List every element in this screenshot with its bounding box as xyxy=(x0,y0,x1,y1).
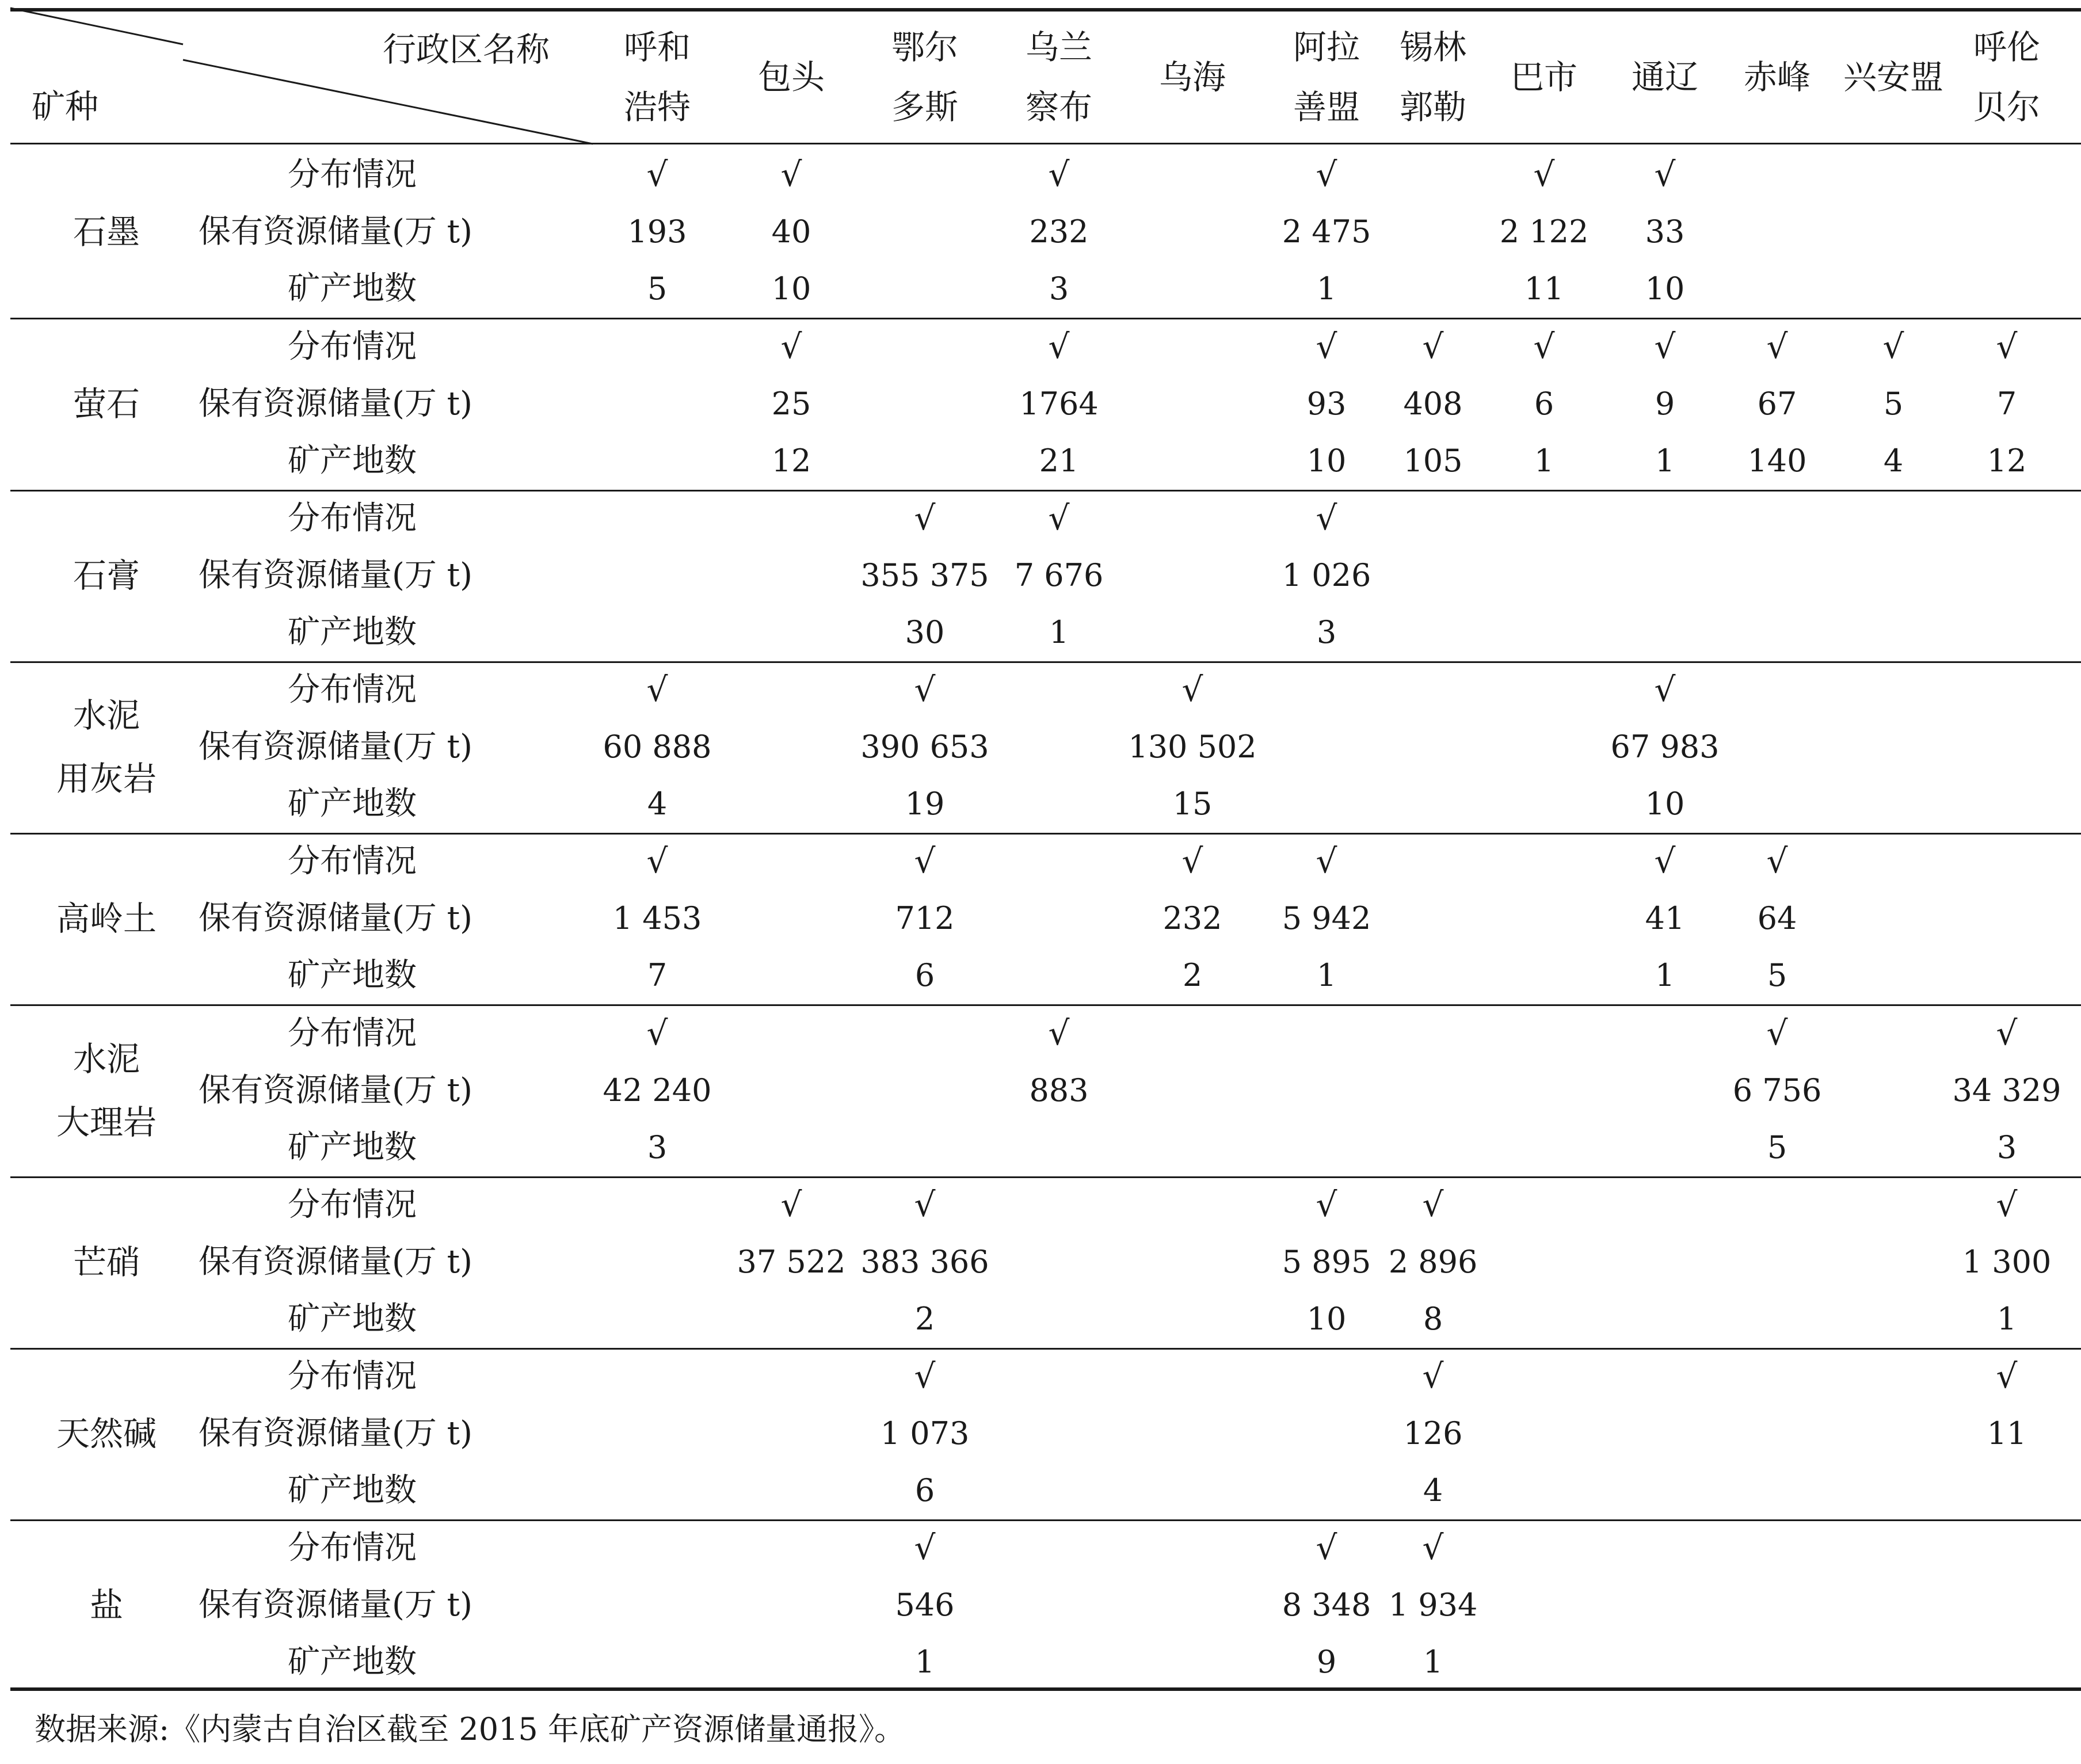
table-cell: 1 xyxy=(1316,957,1337,993)
mineral-name: 水泥 大理岩 xyxy=(56,1039,157,1142)
table-cell: 5 942 xyxy=(1282,900,1371,936)
distribution-check-mark: √ xyxy=(1181,841,1203,881)
distribution-check-mark: √ xyxy=(1996,1014,2018,1053)
distribution-check-mark: √ xyxy=(1996,1357,2018,1396)
distribution-check-mark: √ xyxy=(646,670,668,709)
row-label: 保有资源储量(万 t) xyxy=(199,1243,472,1281)
table-cell: 19 xyxy=(905,786,945,822)
table-cell: 10 xyxy=(1306,1301,1347,1337)
distribution-check-mark: √ xyxy=(914,1357,936,1396)
table-cell: 2 122 xyxy=(1499,214,1589,250)
table-cell: 1 453 xyxy=(612,900,702,936)
row-label: 分布情况 xyxy=(288,328,417,365)
table-row xyxy=(0,1576,2081,1633)
table-row xyxy=(0,1119,2081,1176)
table-cell: 34 329 xyxy=(1952,1072,2061,1108)
distribution-check-mark: √ xyxy=(1766,841,1788,881)
row-label: 分布情况 xyxy=(288,156,417,193)
row-label: 矿产地数 xyxy=(288,957,417,994)
distribution-check-mark: √ xyxy=(1766,1014,1788,1053)
table-row xyxy=(0,203,2081,260)
table-cell: 390 653 xyxy=(860,729,989,765)
distribution-check-mark: √ xyxy=(780,327,802,366)
table-cell: 30 xyxy=(905,614,945,650)
table-cell: 21 xyxy=(1039,443,1079,479)
distribution-check-mark: √ xyxy=(1316,327,1337,366)
distribution-check-mark: √ xyxy=(1048,155,1070,194)
table-cell: 355 375 xyxy=(860,557,989,593)
column-header: 通辽 xyxy=(1631,58,1698,97)
table-row xyxy=(0,1405,2081,1462)
column-header: 兴安盟 xyxy=(1843,58,1943,97)
table-row xyxy=(0,1062,2081,1119)
distribution-check-mark: √ xyxy=(1422,1528,1444,1567)
row-label: 分布情况 xyxy=(288,1186,417,1224)
table-cell: 3 xyxy=(1316,614,1337,650)
table-cell: 25 xyxy=(771,386,811,422)
source-note: 数据来源:《内蒙古自治区截至 2015 年底矿产资源储量通报》。 xyxy=(35,1711,905,1747)
row-label: 保有资源储量(万 t) xyxy=(199,728,472,765)
table-row xyxy=(0,947,2081,1004)
row-label: 矿产地数 xyxy=(288,614,417,651)
mineral-group xyxy=(0,1519,2081,1691)
table-cell: 6 xyxy=(914,957,935,993)
table-row xyxy=(0,661,2081,718)
table-cell: 1 073 xyxy=(880,1415,970,1451)
table-cell: 8 348 xyxy=(1282,1587,1371,1623)
row-label: 保有资源储量(万 t) xyxy=(199,900,472,937)
mineral-group xyxy=(0,1348,2081,1519)
mineral-group xyxy=(0,661,2081,833)
header-bottom-rule xyxy=(10,143,2081,144)
distribution-check-mark: √ xyxy=(914,670,936,709)
row-label: 保有资源储量(万 t) xyxy=(199,1586,472,1624)
table-row xyxy=(0,1462,2081,1519)
row-label: 分布情况 xyxy=(288,1358,417,1395)
distribution-check-mark: √ xyxy=(1654,670,1676,709)
distribution-check-mark: √ xyxy=(780,155,802,194)
distribution-check-mark: √ xyxy=(1654,327,1676,366)
table-cell: 130 502 xyxy=(1128,729,1257,765)
distribution-check-mark: √ xyxy=(1316,498,1337,538)
table-cell: 12 xyxy=(771,443,811,479)
table-row xyxy=(0,1633,2081,1690)
region-name-header: 行政区名称 xyxy=(383,30,550,69)
mineral-group xyxy=(0,318,2081,490)
table-cell: 40 xyxy=(771,214,811,250)
column-header: 锡林 郭勒 xyxy=(1399,28,1466,127)
table-cell: 11 xyxy=(1987,1415,2027,1451)
distribution-check-mark: √ xyxy=(646,1014,668,1053)
mineral-group xyxy=(0,833,2081,1004)
mineral-name: 盐 xyxy=(89,1586,123,1625)
distribution-check-mark: √ xyxy=(780,1185,802,1224)
table-row xyxy=(0,1005,2081,1062)
table-cell: 1 xyxy=(1049,614,1069,650)
table-cell: 10 xyxy=(1645,270,1685,307)
table-cell: 15 xyxy=(1172,786,1213,822)
table-cell: 1 xyxy=(1996,1301,2017,1337)
row-label: 保有资源储量(万 t) xyxy=(199,385,472,422)
mineral-name: 石墨 xyxy=(73,212,140,252)
distribution-check-mark: √ xyxy=(1316,1185,1337,1224)
table-cell: 3 xyxy=(647,1129,668,1165)
table-cell: 6 xyxy=(914,1472,935,1508)
table-cell: 93 xyxy=(1306,386,1347,422)
table-row xyxy=(0,490,2081,547)
distribution-check-mark: √ xyxy=(914,498,936,538)
row-label: 分布情况 xyxy=(288,1015,417,1052)
distribution-check-mark: √ xyxy=(1316,1528,1337,1567)
distribution-check-mark: √ xyxy=(1996,1185,2018,1224)
table-cell: 33 xyxy=(1645,214,1685,250)
table-row xyxy=(0,890,2081,947)
table-cell: 12 xyxy=(1987,443,2027,479)
table-cell: 7 676 xyxy=(1014,557,1104,593)
table-row xyxy=(0,146,2081,203)
table-row xyxy=(0,1348,2081,1405)
table-cell: 1 xyxy=(1655,957,1675,993)
mineral-group xyxy=(0,490,2081,661)
table-cell: 7 xyxy=(1996,386,2017,422)
table-cell: 2 xyxy=(1182,957,1203,993)
table-cell: 383 366 xyxy=(860,1244,989,1280)
table-cell: 1 300 xyxy=(1962,1244,2052,1280)
table-cell: 1 934 xyxy=(1388,1587,1478,1623)
distribution-check-mark: √ xyxy=(1533,327,1555,366)
mineral-name: 水泥 用灰岩 xyxy=(56,696,157,798)
table-cell: 4 xyxy=(1423,1472,1443,1508)
distribution-check-mark: √ xyxy=(1316,841,1337,881)
table-cell: 5 895 xyxy=(1282,1244,1371,1280)
distribution-check-mark: √ xyxy=(646,841,668,881)
table-cell: 37 522 xyxy=(737,1244,846,1280)
mineral-name: 芒硝 xyxy=(73,1243,140,1282)
mineral-name: 天然碱 xyxy=(56,1414,157,1453)
table-row xyxy=(0,833,2081,890)
table-cell: 140 xyxy=(1747,443,1807,479)
table-cell: 5 xyxy=(1767,957,1787,993)
distribution-check-mark: √ xyxy=(1654,155,1676,194)
mineral-name: 石膏 xyxy=(73,556,140,595)
table-cell: 4 xyxy=(1883,443,1904,479)
table-row xyxy=(0,260,2081,317)
column-header: 鄂尔 多斯 xyxy=(891,28,958,127)
table-row xyxy=(0,432,2081,489)
table-cell: 193 xyxy=(627,214,687,250)
column-header: 赤峰 xyxy=(1743,58,1811,97)
table-cell: 6 xyxy=(1534,386,1554,422)
distribution-check-mark: √ xyxy=(1048,1014,1070,1053)
distribution-check-mark: √ xyxy=(1181,670,1203,709)
table-row xyxy=(0,604,2081,661)
table-cell: 42 240 xyxy=(603,1072,712,1108)
row-label: 保有资源储量(万 t) xyxy=(199,557,472,594)
mineral-group xyxy=(0,1176,2081,1348)
distribution-check-mark: √ xyxy=(1422,1357,1444,1396)
distribution-check-mark: √ xyxy=(1766,327,1788,366)
table-cell: 64 xyxy=(1757,900,1797,936)
column-header: 巴市 xyxy=(1510,58,1577,97)
table-cell: 11 xyxy=(1524,270,1564,307)
row-label: 矿产地数 xyxy=(288,1472,417,1509)
mineral-group xyxy=(0,146,2081,318)
table-row xyxy=(0,1290,2081,1347)
distribution-check-mark: √ xyxy=(1048,327,1070,366)
table-cell: 3 xyxy=(1049,270,1069,307)
table-cell: 10 xyxy=(771,270,811,307)
table-row xyxy=(0,1519,2081,1576)
table-cell: 9 xyxy=(1316,1644,1337,1680)
table-row xyxy=(0,1176,2081,1233)
table-cell: 1 xyxy=(914,1644,935,1680)
distribution-check-mark: √ xyxy=(1996,327,2018,366)
row-label: 矿产地数 xyxy=(288,1300,417,1338)
table-cell: 232 xyxy=(1029,214,1089,250)
table-cell: 126 xyxy=(1403,1415,1463,1451)
table-row xyxy=(0,775,2081,832)
row-label: 分布情况 xyxy=(288,671,417,708)
row-label: 保有资源储量(万 t) xyxy=(199,213,472,250)
table-cell: 4 xyxy=(647,786,668,822)
table-cell: 60 888 xyxy=(603,729,712,765)
distribution-check-mark: √ xyxy=(1422,1185,1444,1224)
table-row xyxy=(0,547,2081,604)
mineral-group xyxy=(0,1005,2081,1176)
table-cell: 232 xyxy=(1163,900,1222,936)
table-cell: 712 xyxy=(895,900,955,936)
table-cell: 41 xyxy=(1645,900,1685,936)
table-bottom-rule xyxy=(10,1687,2081,1691)
distribution-check-mark: √ xyxy=(914,1528,936,1567)
table-cell: 5 xyxy=(1883,386,1904,422)
column-header: 包头 xyxy=(757,58,825,97)
table-cell: 105 xyxy=(1403,443,1463,479)
column-header: 乌海 xyxy=(1158,58,1226,97)
table-cell: 2 xyxy=(914,1301,935,1337)
row-label: 矿产地数 xyxy=(288,1643,417,1681)
table-row xyxy=(0,1233,2081,1290)
table-cell: 67 xyxy=(1757,386,1797,422)
column-header: 乌兰 察布 xyxy=(1025,28,1092,127)
table-cell: 1 xyxy=(1534,443,1554,479)
table-cell: 5 xyxy=(1767,1129,1787,1165)
table-cell: 3 xyxy=(1996,1129,2017,1165)
table-cell: 10 xyxy=(1306,443,1347,479)
distribution-check-mark: √ xyxy=(1422,327,1444,366)
column-header: 呼和 浩特 xyxy=(623,28,691,127)
row-label: 矿产地数 xyxy=(288,1129,417,1166)
table-cell: 2 896 xyxy=(1388,1244,1478,1280)
row-label: 矿产地数 xyxy=(288,785,417,822)
row-label: 分布情况 xyxy=(288,500,417,537)
distribution-check-mark: √ xyxy=(646,155,668,194)
row-label: 保有资源储量(万 t) xyxy=(199,1415,472,1452)
mineral-type-header: 矿种 xyxy=(32,87,99,126)
column-header: 阿拉 善盟 xyxy=(1293,28,1360,127)
row-label: 保有资源储量(万 t) xyxy=(199,1072,472,1109)
table-row xyxy=(0,718,2081,775)
distribution-check-mark: √ xyxy=(1882,327,1904,366)
column-header: 呼伦 贝尔 xyxy=(1973,28,2040,127)
table-cell: 408 xyxy=(1403,386,1463,422)
table-cell: 10 xyxy=(1645,786,1685,822)
table-cell: 8 xyxy=(1423,1301,1443,1337)
table-cell: 6 756 xyxy=(1732,1072,1822,1108)
table-row xyxy=(0,318,2081,375)
distribution-check-mark: √ xyxy=(1048,498,1070,538)
table-cell: 883 xyxy=(1029,1072,1089,1108)
table-cell: 1 026 xyxy=(1282,557,1371,593)
table-cell: 1 xyxy=(1655,443,1675,479)
table-row xyxy=(0,375,2081,432)
distribution-check-mark: √ xyxy=(1654,841,1676,881)
table-cell: 7 xyxy=(647,957,668,993)
table-cell: 5 xyxy=(647,270,668,307)
table-cell: 546 xyxy=(895,1587,955,1623)
mineral-name: 萤石 xyxy=(73,384,140,424)
table-cell: 2 475 xyxy=(1282,214,1371,250)
row-label: 矿产地数 xyxy=(288,442,417,479)
table-cell: 1 xyxy=(1423,1644,1443,1680)
row-label: 分布情况 xyxy=(288,1529,417,1567)
row-label: 分布情况 xyxy=(288,843,417,880)
distribution-check-mark: √ xyxy=(1533,155,1555,194)
table-cell: 9 xyxy=(1655,386,1675,422)
table-cell: 1764 xyxy=(1019,386,1099,422)
distribution-check-mark: √ xyxy=(1316,155,1337,194)
table-cell: 67 983 xyxy=(1610,729,1720,765)
distribution-check-mark: √ xyxy=(914,841,936,881)
row-label: 矿产地数 xyxy=(288,270,417,307)
distribution-check-mark: √ xyxy=(914,1185,936,1224)
mineral-name: 高岭土 xyxy=(56,899,157,938)
table-cell: 1 xyxy=(1316,270,1337,307)
